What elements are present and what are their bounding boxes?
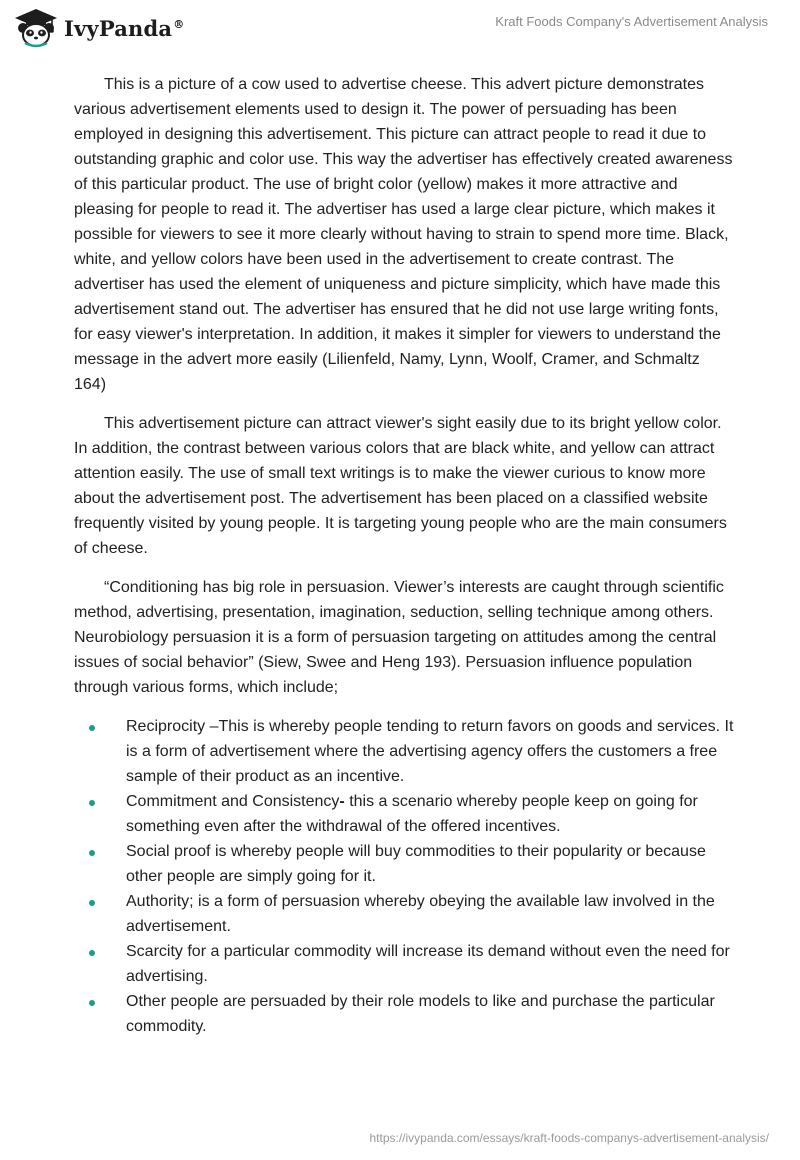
list-item — [74, 989, 734, 1039]
panda-graduate-icon — [14, 8, 58, 48]
list-item-text: Social proof is whereby people will buy commodities to their popularity or because other people are simply going for it. — [126, 843, 706, 885]
list-item-text: Commitment and Consistency- this a scenario whereby people keep on going for something even after the withdrawal of the offered incentives. — [126, 793, 698, 835]
bullet-icon — [89, 1000, 95, 1006]
bullet-icon — [89, 950, 95, 956]
bullet-icon — [89, 900, 95, 906]
essay-body — [74, 72, 734, 1039]
paragraph: This advertisement picture can attract viewer's sight easily due to its bright yellow color. In addition, the contrast between various colors that are black white, and yellow can attract attention easily. The use of small text writings is to make the viewer curious to know more about the advertisement post. The advertisement has been placed on a classified website frequently visited by young people. It is targeting young people who are the main consumers of cheese. — [74, 415, 727, 557]
document-title: Kraft Foods Company's Advertisement Analysis — [495, 14, 768, 29]
registered-mark: ® — [173, 17, 185, 31]
brand-name: IvyPanda® — [64, 15, 185, 41]
list-item-text: Other people are persuaded by their role models to like and purchase the particular commodity. — [126, 993, 715, 1035]
list-item-text: Reciprocity –This is whereby people tending to return favors on goods and services. It is a form of advertisement where the advertising agency offers the customers a free sample of their product as an incentive. — [126, 718, 734, 785]
source-url-link[interactable]: https://ivypanda.com/essays/kraft-foods-companys-advertisement-analysis/ — [369, 1131, 769, 1145]
bullet-icon — [89, 850, 95, 856]
list-item-text: Authority; is a form of persuasion whereby obeying the available law involved in the advertisement. — [126, 893, 715, 935]
paragraph: “Conditioning has big role in persuasion. Viewer’s interests are caught through scientific method, advertising, presentation, imagination, seduction, selling technique among others. Neurobiology persuasion it is a form of persuasion targeting on attitudes among the central issues of social behavior” (Siew, Swee and Heng 193). Persuasion influence population through various forms, which include; — [74, 579, 724, 696]
paragraph: This is a picture of a cow used to advertise cheese. This advert picture demonstrates various advertisement elements used to design it. The power of persuading has been employed in designing this advertisement. This picture can attract people to read it due to outstanding graphic and color use. This way the advertiser has effectively created awareness of this particular product. The use of bright color (yellow) makes it more attractive and pleasing for people to read it. The advertiser has used a large clear picture, which makes it possible for viewers to see it more clearly without having to strain to spend more time. Black, white, and yellow colors have been used in the advertisement to create contrast. The advertiser has used the element of uniqueness and picture simplicity, which have made this advertisement stand out. The advertiser has ensured that he did not use large writing fonts, for easy viewer's interpretation. In addition, it makes it simpler for viewers to understand the message in the advert more easily (Lilienfeld, Namy, Lynn, Woolf, Cramer, and Schmaltz 164) — [74, 76, 733, 393]
list-item — [74, 939, 734, 989]
page-header — [0, 0, 800, 60]
bullet-icon — [89, 725, 95, 731]
list-item — [74, 889, 734, 939]
list-item — [74, 714, 734, 789]
persuasion-forms-list — [74, 714, 734, 1039]
list-item-text: Scarcity for a particular commodity will increase its demand without even the need for advertising. — [126, 943, 730, 985]
brand-logo[interactable] — [14, 8, 184, 48]
list-item — [74, 839, 734, 889]
bullet-icon — [89, 800, 95, 806]
list-item — [74, 789, 734, 839]
